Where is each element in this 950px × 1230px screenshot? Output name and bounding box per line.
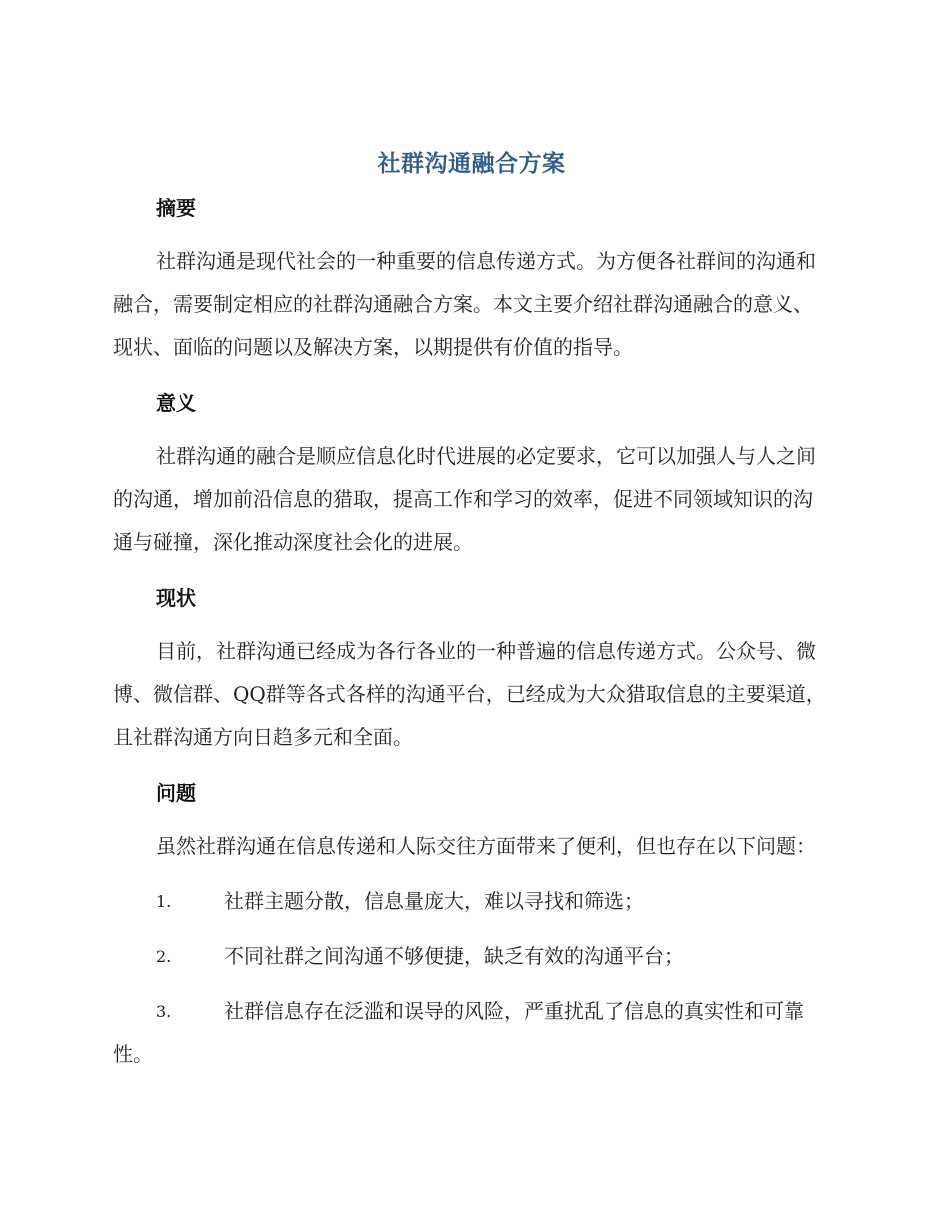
document-page <box>113 140 830 1076</box>
spacer <box>113 423 830 435</box>
list-item-number: 3. <box>156 1002 172 1021</box>
spacer <box>113 868 830 880</box>
list-item <box>113 935 830 978</box>
list-item-number: 1. <box>156 892 172 911</box>
problems-paragraph: 虽然社群沟通在信息传递和人际交往方面带来了便利，但也存在以下问题： <box>156 834 816 858</box>
spacer <box>113 618 830 630</box>
spacer <box>113 228 830 240</box>
significance-paragraph: 社群沟通的融合是顺应信息化时代进展的必定要求，它可以加强人与人之间的沟通，增加前沿信息的猎取，提高工作和学习的效率，促进不同领域知识的沟通与碰撞，深化推动深度社会化的进展。 <box>113 444 816 554</box>
document-title: 社群沟通融合方案 <box>377 151 566 177</box>
list-item-text: 社群主题分散，信息量庞大，难以寻找和筛选； <box>224 889 644 913</box>
section-heading-problems: 问题 <box>156 781 196 805</box>
section-heading-significance: 意义 <box>156 391 196 415</box>
spacer <box>113 759 830 773</box>
spacer <box>113 978 830 990</box>
abstract-paragraph: 社群沟通是现代社会的一种重要的信息传递方式。为方便各社群间的沟通和融合，需要制定相应的社群沟通融合方案。本文主要介绍社群沟通融合的意义、现状、面临的问题以及解决方案，以期提供有价值的指导。 <box>113 249 816 359</box>
spacer <box>113 813 830 825</box>
list-item-text: 社群信息存在泛滥和误导的风险，严重扰乱了信息的真实性和可靠性。 <box>113 999 804 1066</box>
spacer <box>113 369 830 383</box>
list-item <box>113 880 830 923</box>
spacer <box>113 923 830 935</box>
list-item <box>113 990 830 1076</box>
section-heading-abstract: 摘要 <box>156 196 196 220</box>
list-item-number: 2. <box>156 947 172 966</box>
list-item-text: 不同社群之间沟通不够便捷，缺乏有效的沟通平台； <box>224 944 684 968</box>
section-heading-status: 现状 <box>156 586 196 610</box>
spacer <box>113 564 830 578</box>
status-paragraph: 目前，社群沟通已经成为各行各业的一种普遍的信息传递方式。公众号、微博、微信群、QQ群等各式各样的沟通平台，已经成为大众猎取信息的主要渠道，且社群沟通方向日趋多元和全面。 <box>113 639 826 749</box>
